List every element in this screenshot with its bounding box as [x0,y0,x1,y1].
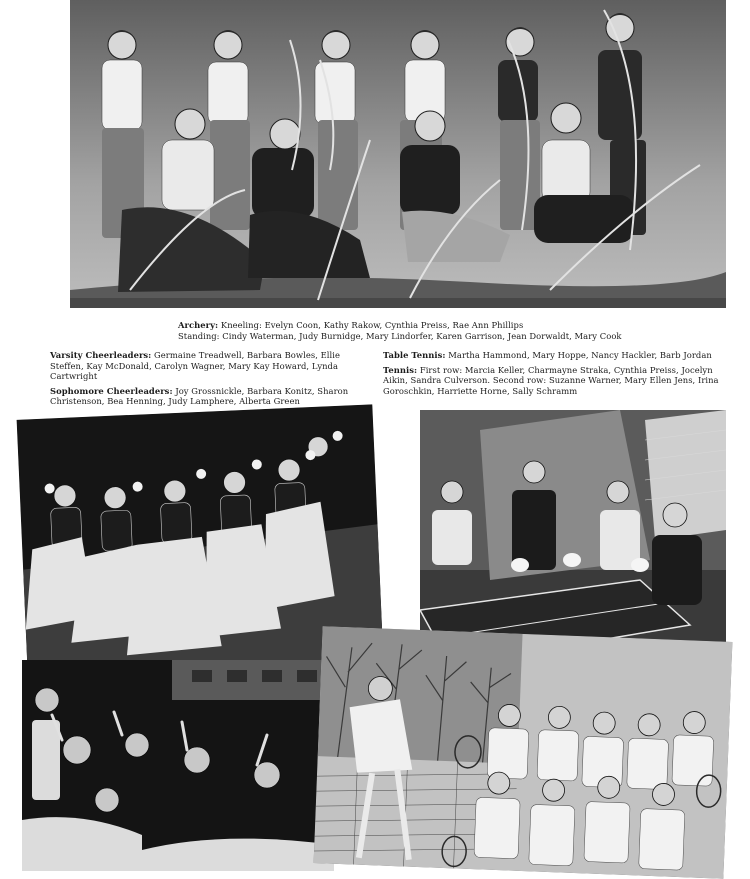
table-tennis-heading: Table Tennis: [383,350,446,360]
varsity-cheerleaders-names: Germaine Treadwell, Barbara Bowles, Ellie Steffen, Kay McDonald, Carolyn Wagner, Mary Kay Howard, Lynda Cartwright [50,350,340,382]
tennis-caption [383,365,723,397]
tennis-heading: Tennis: [383,364,418,375]
varsity-cheerleaders-caption [50,350,368,382]
tennis-names: First row: Marcia Keller, Charmayne Straka, Cynthia Preiss, Jocelyn Aikin, Sandra Culverson. Second row: Suzanne Warner, Mary Ellen Jens, Irina Goroschkin, Harriette Horne, Sally Schramm [383,364,719,396]
varsity-cheerleaders-heading: Varsity Cheerleaders: [50,350,152,360]
archery-caption-line1 [178,320,648,331]
archery-heading: Archery: [178,320,219,330]
tennis-team-photo [314,626,733,879]
sophomore-cheerleaders-caption [50,386,368,407]
cheerleaders-caption [50,350,368,407]
sophomore-cheerleaders-names: Joy Grossnickle, Barbara Konitz, Sharon Christenson, Bea Henning, Judy Lamphere, Alberta Green [50,385,349,407]
table-tennis-caption [383,350,723,361]
archery-caption [178,320,648,341]
table-tennis-names: Martha Hammond, Mary Hoppe, Nancy Hackler, Barb Jordan [448,350,712,360]
tennis-captions [383,350,723,396]
archery-kneeling-names: Kneeling: Evelyn Coon, Kathy Rakow, Cynthia Preiss, Rae Ann Phillips [220,320,524,330]
archery-team-photo [70,0,726,308]
crowd-cheering-photo [22,660,334,871]
sophomore-cheerleaders-heading: Sophomore Cheerleaders: [50,385,173,396]
archery-standing-names: Standing: Cindy Waterman, Judy Burnidge, Mary Lindorfer, Karen Garrison, Jean Dorwaldt, Mary Cook [178,330,622,341]
